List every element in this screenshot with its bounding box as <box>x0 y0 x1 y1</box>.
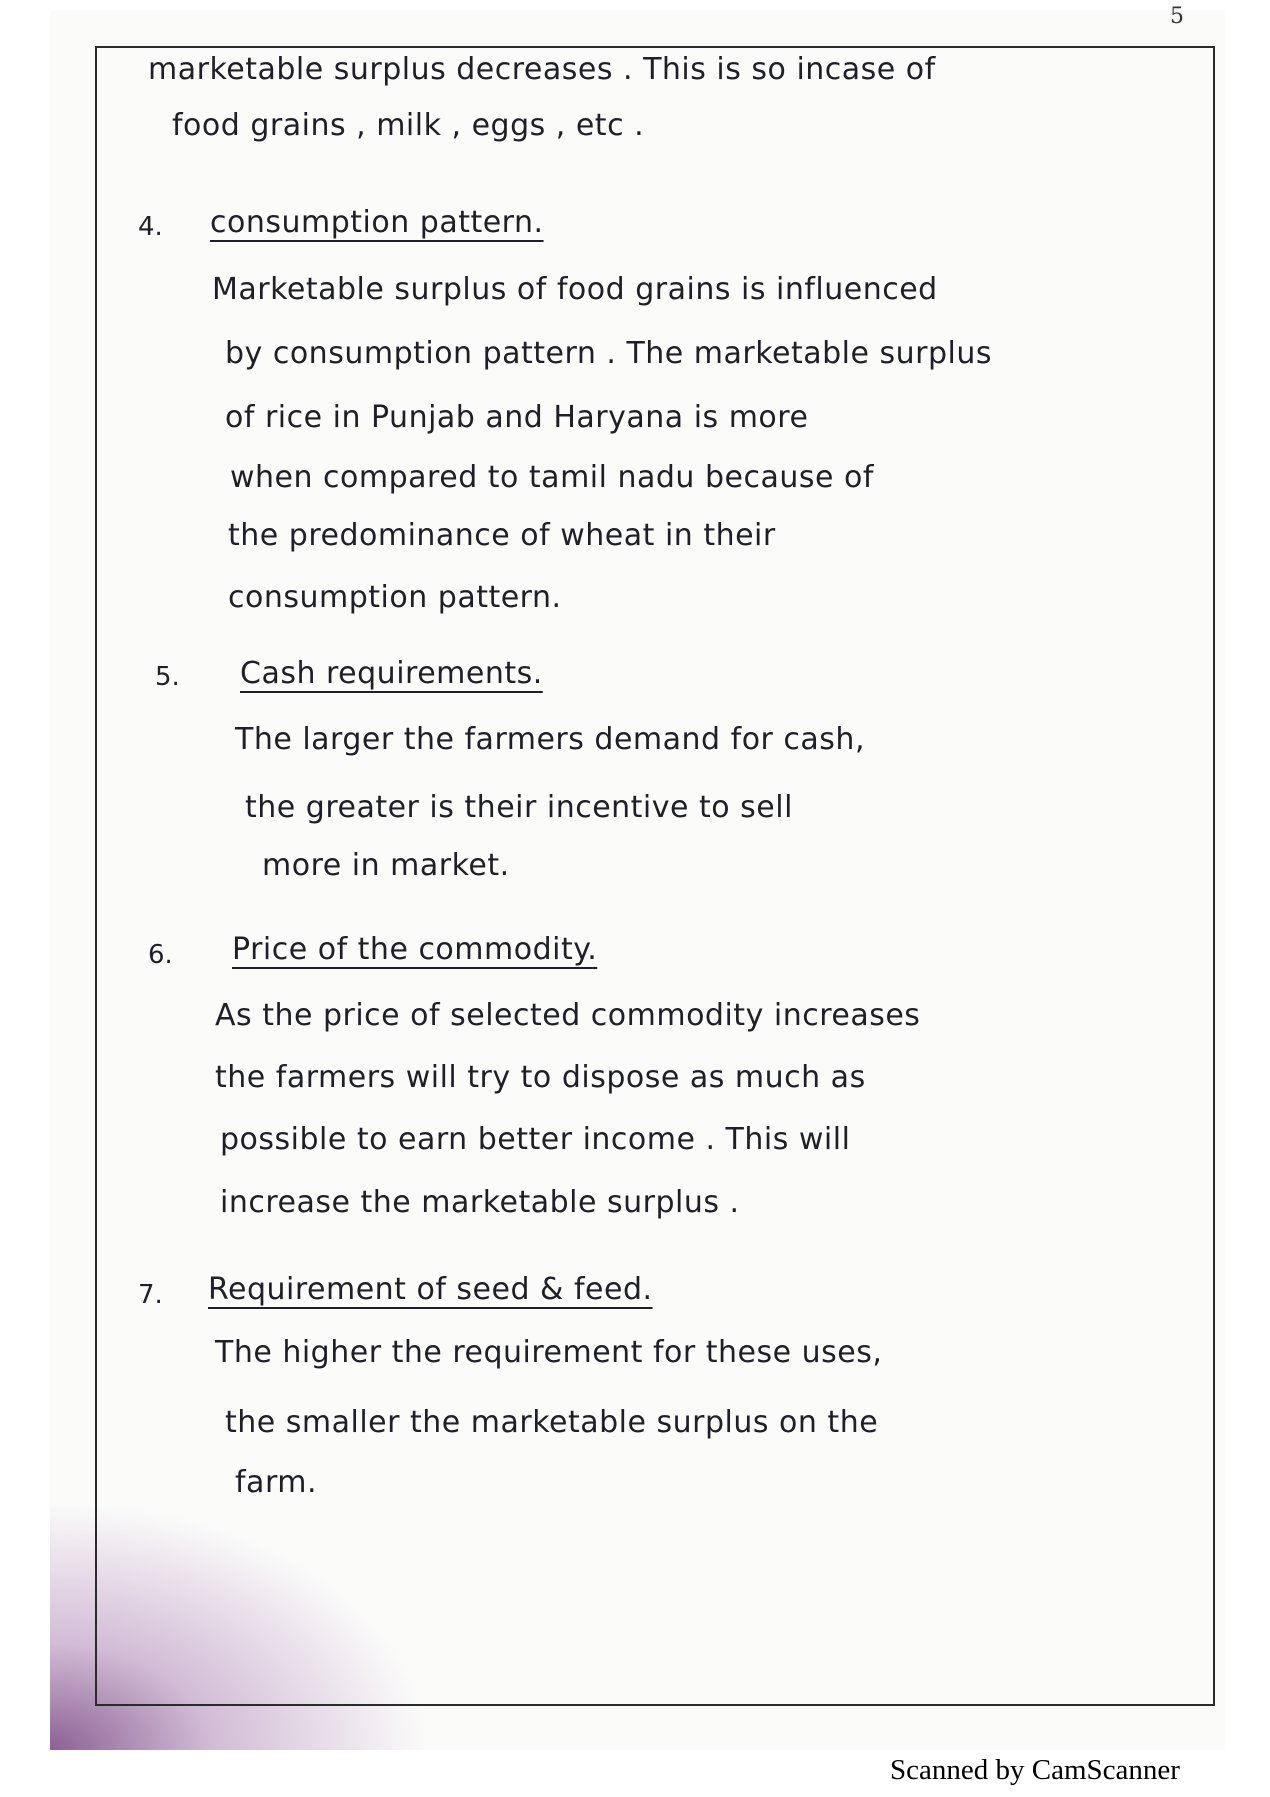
section-7-line: the smaller the marketable surplus on the <box>225 1405 879 1440</box>
section-number-7: 7. <box>138 1280 163 1310</box>
section-4-line: consumption pattern. <box>228 580 562 615</box>
section-heading-4: consumption pattern. <box>210 205 544 240</box>
section-4-line: when compared to tamil nadu because of <box>230 460 874 495</box>
section-heading-5: Cash requirements. <box>240 656 543 691</box>
scanner-watermark: Scanned by CamScanner <box>890 1754 1180 1786</box>
section-6-line: possible to earn better income . This will <box>220 1122 851 1157</box>
section-6-line: the farmers will try to dispose as much as <box>215 1060 866 1095</box>
section-4-line: the predominance of wheat in their <box>228 518 776 553</box>
section-4-line: by consumption pattern . The marketable surplus <box>225 336 992 371</box>
section-number-6: 6. <box>148 940 173 970</box>
intro-line-1: marketable surplus decreases . This is so incase of <box>148 52 936 87</box>
section-6-line: increase the marketable surplus . <box>220 1185 740 1220</box>
section-number-5: 5. <box>155 662 180 692</box>
section-5-line: The larger the farmers demand for cash, <box>235 722 865 757</box>
section-4-line: of rice in Punjab and Haryana is more <box>225 400 809 435</box>
section-heading-6: Price of the commodity. <box>232 932 598 967</box>
section-4-line: Marketable surplus of food grains is influenced <box>212 272 938 307</box>
section-6-line: As the price of selected commodity increases <box>215 998 921 1033</box>
section-5-line: the greater is their incentive to sell <box>245 790 793 825</box>
section-7-line: The higher the requirement for these uses, <box>215 1335 883 1370</box>
section-heading-7: Requirement of seed & feed. <box>208 1272 653 1307</box>
page-number-mark: 5 <box>1170 4 1184 29</box>
section-7-line: farm. <box>235 1465 318 1500</box>
intro-line-2: food grains , milk , eggs , etc . <box>172 108 645 143</box>
section-5-line: more in market. <box>262 848 510 883</box>
section-number-4: 4. <box>138 212 163 242</box>
